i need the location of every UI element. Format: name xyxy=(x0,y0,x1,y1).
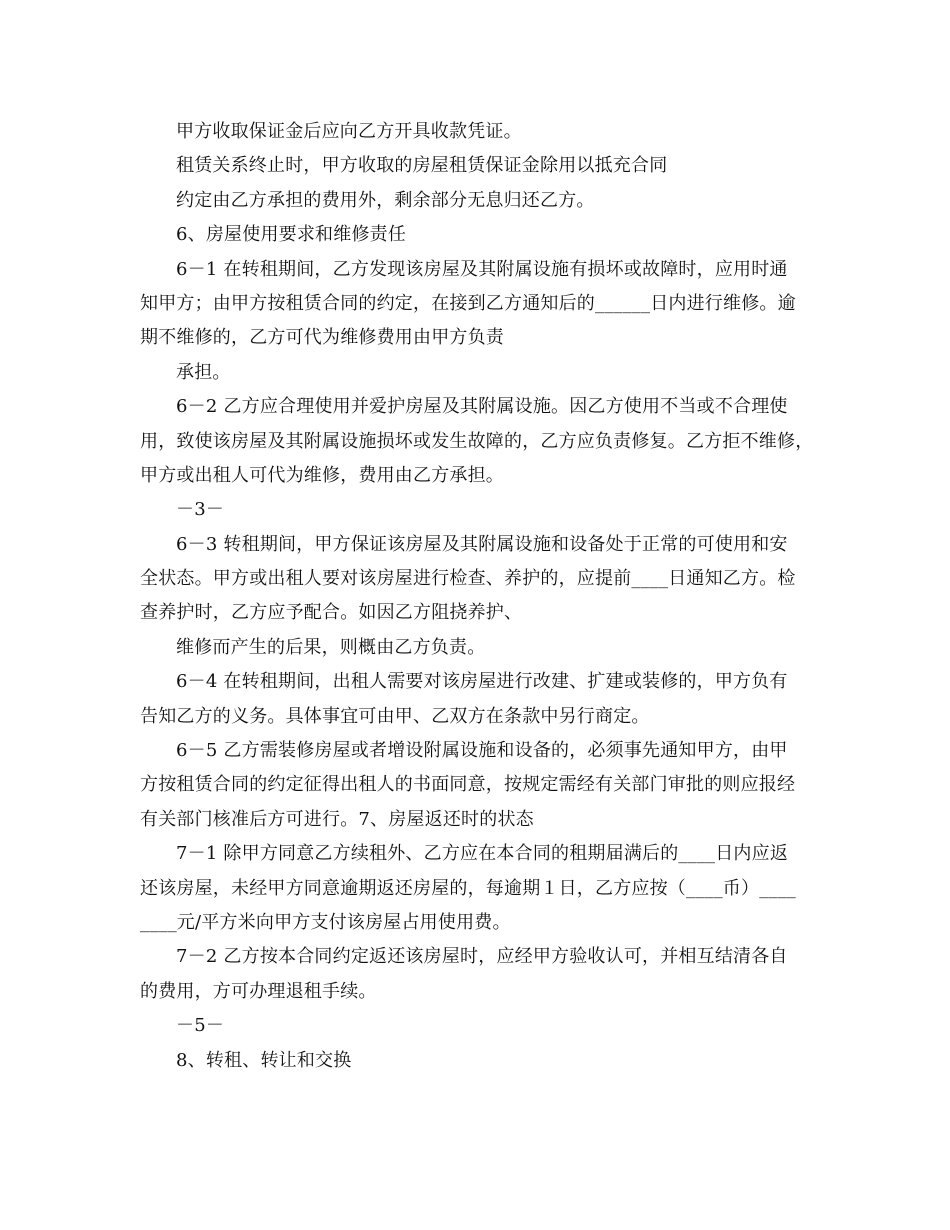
clause-6-2: 6－2 乙方应合理使用并爱护房屋及其附属设施。因乙方使用不当或不合理使 xyxy=(176,396,788,418)
clause-7-1: 7－1 除甲方同意乙方续租外、乙方应在本合同的租期届满后的____日内应返 xyxy=(176,843,789,865)
paragraph-line: 甲方收取保证金后应向乙方开具收款凭证。 xyxy=(176,121,522,142)
paragraph-line: 还该房屋，未经甲方同意逾期返还房屋的，每逾期１日，乙方应按（____币）____ xyxy=(140,877,796,899)
section-heading: 6、房屋使用要求和维修责任 xyxy=(176,224,407,246)
paragraph-line: 用，致使该房屋及其附属设施损坏或发生故障的，乙方应负责修复。乙方拒不维修， xyxy=(140,430,814,452)
section-heading: 8、转租、转让和交换 xyxy=(176,1049,352,1071)
clause-6-5: 6－5 乙方需装修房屋或者增设附属设施和设备的，必须事先通知甲方，由甲 xyxy=(176,740,788,762)
clause-6-4: 6－4 在转租期间，出租人需要对该房屋进行改建、扩建或装修的，甲方负有 xyxy=(176,671,788,693)
paragraph-line: 甲方或出租人可代为维修，费用由乙方承担。 xyxy=(140,464,504,486)
clause-7-2: 7－2 乙方按本合同约定返还该房屋时，应经甲方验收认可，并相互结清各自 xyxy=(176,946,788,968)
document-body xyxy=(140,115,820,1078)
paragraph-line: 承担。 xyxy=(176,361,231,383)
page-number: －3－ xyxy=(176,499,225,521)
paragraph-line: 全状态。甲方或出租人要对该房屋进行检查、养护的，应提前____日通知乙方。检 xyxy=(140,568,796,590)
paragraph-line: 的费用，方可办理退租手续。 xyxy=(140,980,377,1002)
page-number: －5－ xyxy=(176,1015,225,1037)
paragraph-line: 约定由乙方承担的费用外，剩余部分无息归还乙方。 xyxy=(176,189,595,211)
paragraph-line: 维修而产生的后果，则概由乙方负责。 xyxy=(176,636,486,658)
paragraph-line: 查养护时，乙方应予配合。如因乙方阻挠养护、 xyxy=(140,602,523,624)
clause-6-3: 6－3 转租期间，甲方保证该房屋及其附属设施和设备处于正常的可使用和安 xyxy=(176,533,788,555)
clause-6-1: 6－1 在转租期间，乙方发现该房屋及其附属设施有损坏或故障时，应用时通 xyxy=(176,258,788,280)
paragraph-line: ____元/平方米向甲方支付该房屋占用使用费。 xyxy=(140,911,511,933)
paragraph-line: 知甲方；由甲方按租赁合同的约定，在接到乙方通知后的______日内进行维修。逾 xyxy=(140,292,796,314)
paragraph-line: 租赁关系终止时，甲方收取的房屋租赁保证金除用以抵充合同 xyxy=(176,155,668,177)
paragraph-line: 有关部门核准后方可进行。7、房屋返还时的状态 xyxy=(140,808,534,830)
paragraph-line: 方按租赁合同的约定征得出租人的书面同意，按规定需经有关部门审批的则应报经 xyxy=(140,774,796,796)
paragraph-line: 期不维修的，乙方可代为维修费用由甲方负责 xyxy=(140,327,504,349)
paragraph-line: 告知乙方的义务。具体事宜可由甲、乙双方在条款中另行商定。 xyxy=(140,705,650,727)
